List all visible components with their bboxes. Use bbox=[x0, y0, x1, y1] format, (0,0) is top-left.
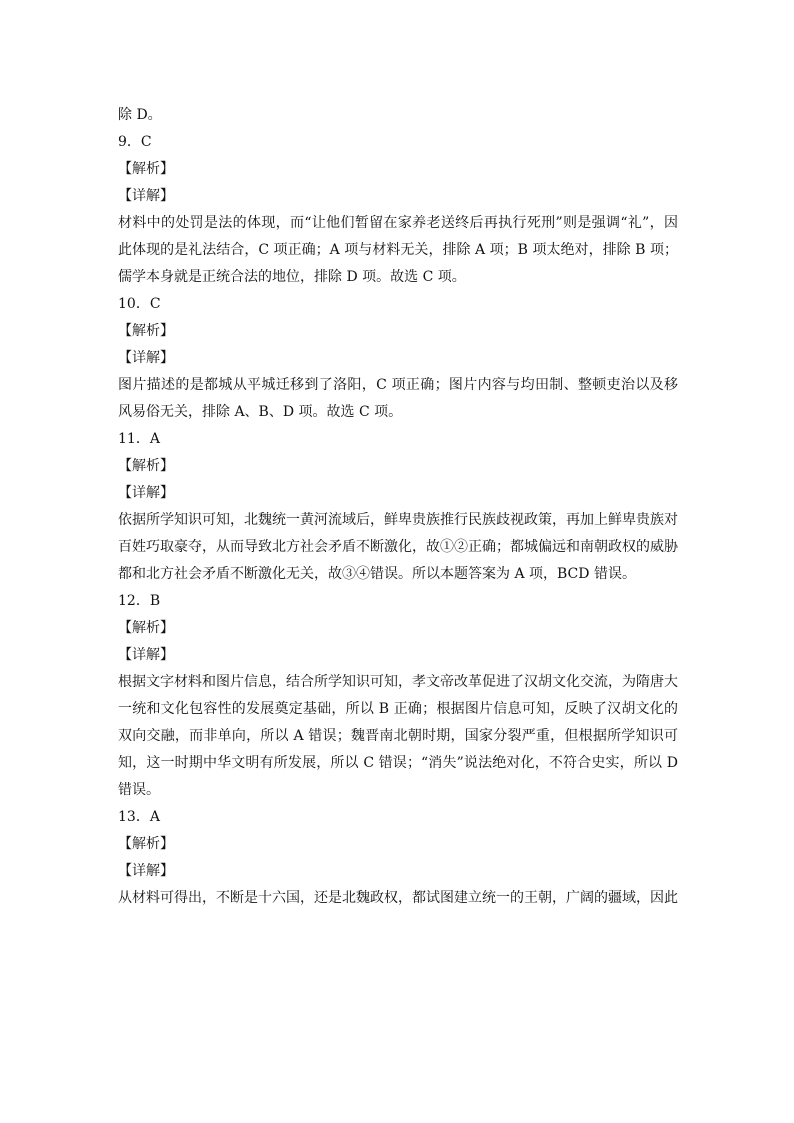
question-answer-9: 9．C bbox=[118, 134, 152, 150]
analysis-heading: 【解析】 bbox=[118, 161, 174, 177]
question-answer-13: 13．A bbox=[118, 809, 160, 825]
analysis-heading: 【解析】 bbox=[118, 620, 174, 636]
analysis-heading: 【解析】 bbox=[118, 458, 174, 474]
detail-heading: 【详解】 bbox=[118, 647, 174, 663]
explanation-paragraph-9: 材料中的处罚是法的体现，而“让他们暂留在家养老送终后再执行死刑”则是强调“礼”，因此体现的是礼法结合，C 项正确；A 项与材料无关，排除 A 项；B 项太绝对，排除 B 项；儒学本身就是正统合法的地位，排除 D 项。故选 C 项。 bbox=[118, 215, 678, 285]
question-answer-11: 11．A bbox=[118, 431, 160, 447]
text-line: 除 D。 bbox=[118, 107, 162, 123]
analysis-heading: 【解析】 bbox=[118, 836, 174, 852]
question-answer-12: 12．B bbox=[118, 593, 161, 609]
explanation-paragraph-13: 从材料可得出，不断是十六国，还是北魏政权，都试图建立统一的王朝，广阔的疆域，因此 bbox=[118, 890, 678, 906]
detail-heading: 【详解】 bbox=[118, 485, 174, 501]
explanation-paragraph-10: 图片描述的是都城从平城迁移到了洛阳，C 项正确；图片内容与均田制、整顿吏治以及移风易俗无关，排除 A、B、D 项。故选 C 项。 bbox=[118, 377, 678, 420]
detail-heading: 【详解】 bbox=[118, 188, 174, 204]
detail-heading: 【详解】 bbox=[118, 350, 174, 366]
question-answer-10: 10．C bbox=[118, 296, 161, 312]
answer-explanation-body bbox=[118, 102, 678, 912]
analysis-heading: 【解析】 bbox=[118, 323, 174, 339]
detail-heading: 【详解】 bbox=[118, 863, 174, 879]
explanation-paragraph-12: 根据文字材料和图片信息，结合所学知识可知，孝文帝改革促进了汉胡文化交流，为隋唐大一统和文化包容性的发展奠定基础，所以 B 正确；根据图片信息可知，反映了汉胡文化的双向交融，而非单向，所以 A 错误；魏晋南北朝时期，国家分裂严重，但根据所学知识可知，这一时期中华文明有所发展，所以 C 错误；“消失”说法绝对化，不符合史实，所以 D 错误。 bbox=[118, 674, 678, 798]
explanation-paragraph-11: 依据所学知识可知，北魏统一黄河流域后，鲜卑贵族推行民族歧视政策，再加上鲜卑贵族对百姓巧取豪夺，从而导致北方社会矛盾不断激化，故①②正确；都城偏远和南朝政权的威胁都和北方社会矛盾不断激化无关，故③④错误。所以本题答案为 A 项，BCD 错误。 bbox=[118, 512, 678, 582]
